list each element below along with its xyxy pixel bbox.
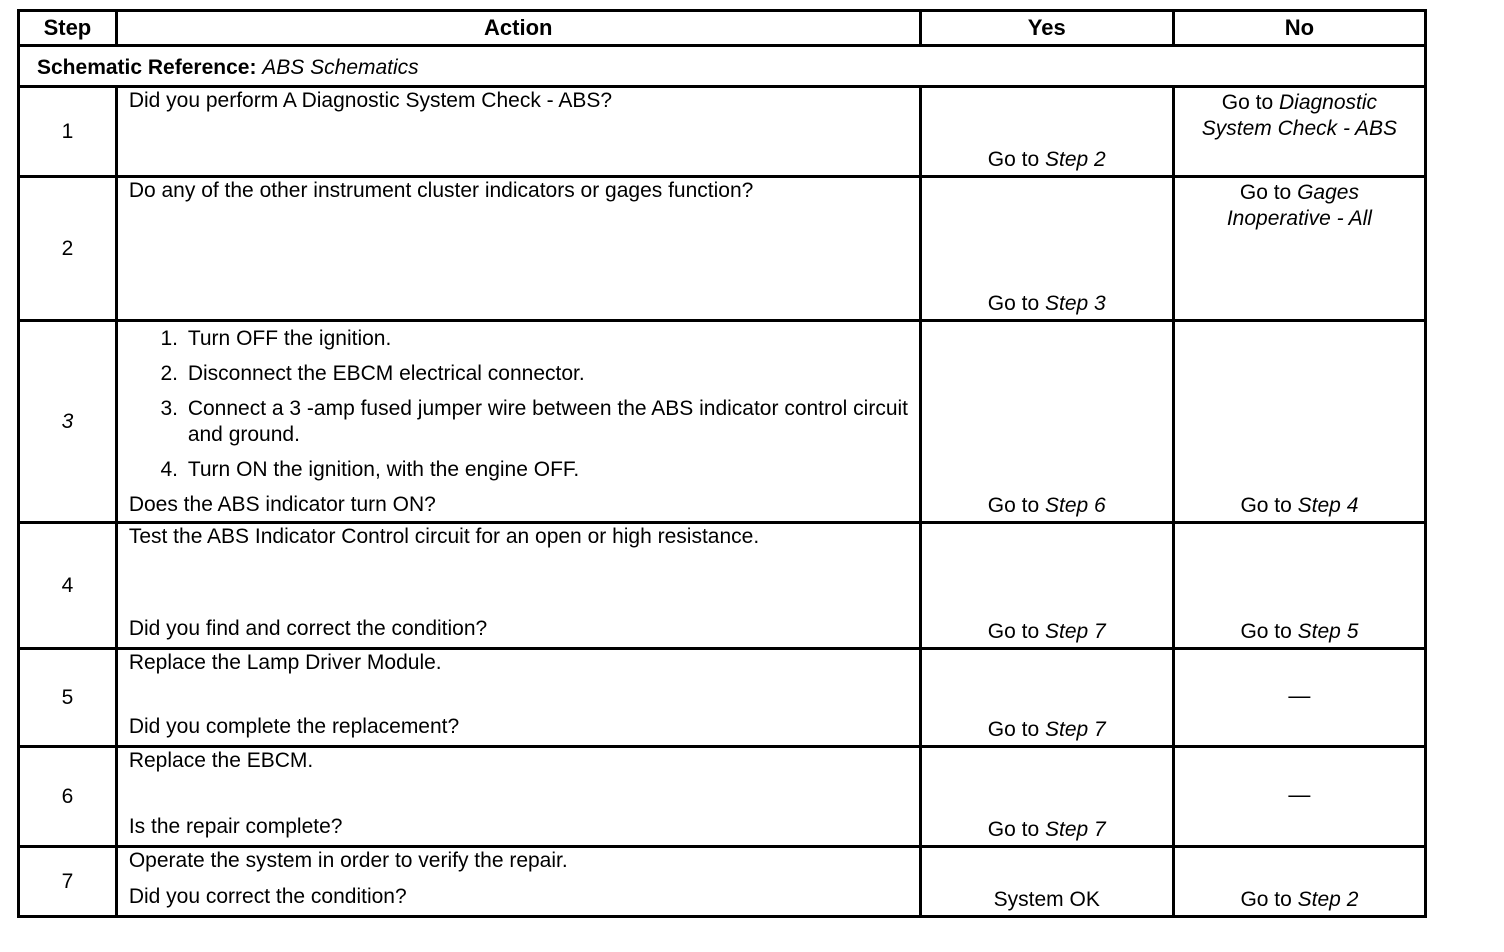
yes-link[interactable]: Step 7 bbox=[1045, 620, 1106, 643]
step-number: 4 bbox=[19, 523, 117, 649]
no-cell: Go to Diagnostic System Check - ABS bbox=[1173, 87, 1425, 177]
step-number: 7 bbox=[19, 847, 117, 917]
yes-cell: Go to Step 3 bbox=[920, 177, 1173, 321]
no-cell: Go to Gages Inoperative - All bbox=[1173, 177, 1425, 321]
table-row bbox=[19, 177, 1426, 321]
action-text: Replace the Lamp Driver Module. bbox=[128, 651, 442, 674]
no-link[interactable]: Step 2 bbox=[1297, 888, 1359, 911]
header-yes: Yes bbox=[920, 11, 1173, 46]
yes-link[interactable]: Step 3 bbox=[1045, 292, 1106, 315]
list-item: 3. Connect a 3 -amp fused jumper wire between the ABS indicator control circuit and ground. bbox=[184, 396, 919, 448]
no-cell bbox=[1173, 747, 1425, 847]
yes-cell bbox=[920, 847, 1173, 917]
yes-cell: Go to Step 6 bbox=[920, 321, 1173, 523]
question-text: Does the ABS indicator turn ON? bbox=[128, 493, 436, 516]
yes-link[interactable]: Step 6 bbox=[1045, 494, 1106, 517]
yes-link[interactable]: Step 2 bbox=[1045, 148, 1106, 171]
no-dash: — bbox=[1288, 782, 1311, 807]
list-item: 4. Turn ON the ignition, with the engine OFF. bbox=[184, 457, 919, 483]
step-number: 1 bbox=[19, 87, 117, 177]
procedure-list bbox=[129, 326, 919, 483]
schematic-reference bbox=[19, 46, 1426, 87]
question-text: Did you correct the condition? bbox=[128, 885, 407, 908]
schematic-row bbox=[19, 46, 1426, 87]
table-row bbox=[19, 87, 1426, 177]
no-link[interactable]: Step 5 bbox=[1297, 620, 1359, 643]
action-cell bbox=[116, 87, 920, 177]
table-row bbox=[19, 321, 1426, 523]
header-row bbox=[19, 11, 1426, 46]
action-cell bbox=[116, 523, 920, 649]
no-link-cont[interactable]: Inoperative - All bbox=[1226, 207, 1372, 230]
step-number: 5 bbox=[19, 649, 117, 747]
step-number: 2 bbox=[19, 177, 117, 321]
table-row bbox=[19, 847, 1426, 917]
question-text: Is the repair complete? bbox=[128, 815, 343, 838]
header-step: Step bbox=[19, 11, 117, 46]
yes-cell: Go to Step 7 bbox=[920, 747, 1173, 847]
diagnostic-table bbox=[17, 9, 1427, 918]
schematic-label: Schematic Reference: bbox=[37, 56, 257, 79]
action-text: Did you perform A Diagnostic System Check - ABS? bbox=[128, 89, 613, 112]
yes-cell: Go to Step 7 bbox=[920, 649, 1173, 747]
no-cell: Go to Step 4 bbox=[1173, 321, 1425, 523]
no-dash: — bbox=[1288, 683, 1311, 708]
action-cell bbox=[116, 847, 920, 917]
no-link[interactable]: Diagnostic bbox=[1278, 91, 1378, 114]
no-link-cont[interactable]: System Check - ABS bbox=[1201, 117, 1398, 140]
no-cell bbox=[1173, 649, 1425, 747]
header-action: Action bbox=[116, 11, 920, 46]
step-number: 3 bbox=[19, 321, 117, 523]
question-text: Did you complete the replacement? bbox=[128, 715, 460, 738]
system-ok: System OK bbox=[993, 888, 1100, 911]
action-cell bbox=[116, 649, 920, 747]
step-number: 6 bbox=[19, 747, 117, 847]
yes-cell: Go to Step 7 bbox=[920, 523, 1173, 649]
no-cell: Go to Step 5 bbox=[1173, 523, 1425, 649]
header-no: No bbox=[1173, 11, 1425, 46]
table-row bbox=[19, 523, 1426, 649]
list-item: 1. Turn OFF the ignition. bbox=[184, 326, 919, 352]
yes-link[interactable]: Step 7 bbox=[1045, 818, 1106, 841]
table-row bbox=[19, 747, 1426, 847]
action-text: Do any of the other instrument cluster indicators or gages function? bbox=[128, 179, 754, 202]
no-link[interactable]: Gages bbox=[1297, 181, 1359, 204]
action-text: Operate the system in order to verify the repair. bbox=[128, 849, 568, 872]
no-cell: Go to Step 2 bbox=[1173, 847, 1425, 917]
action-cell bbox=[116, 747, 920, 847]
action-cell bbox=[116, 321, 920, 523]
table-row bbox=[19, 649, 1426, 747]
action-text: Replace the EBCM. bbox=[128, 749, 314, 772]
no-link[interactable]: Step 4 bbox=[1297, 494, 1359, 517]
yes-cell: Go to Step 2 bbox=[920, 87, 1173, 177]
schematic-ref: ABS Schematics bbox=[262, 56, 419, 79]
question-text: Did you find and correct the condition? bbox=[128, 617, 488, 640]
action-cell bbox=[116, 177, 920, 321]
list-item: 2. Disconnect the EBCM electrical connector. bbox=[184, 361, 919, 387]
yes-link[interactable]: Step 7 bbox=[1045, 718, 1106, 741]
action-text: Test the ABS Indicator Control circuit for an open or high resistance. bbox=[128, 525, 760, 548]
